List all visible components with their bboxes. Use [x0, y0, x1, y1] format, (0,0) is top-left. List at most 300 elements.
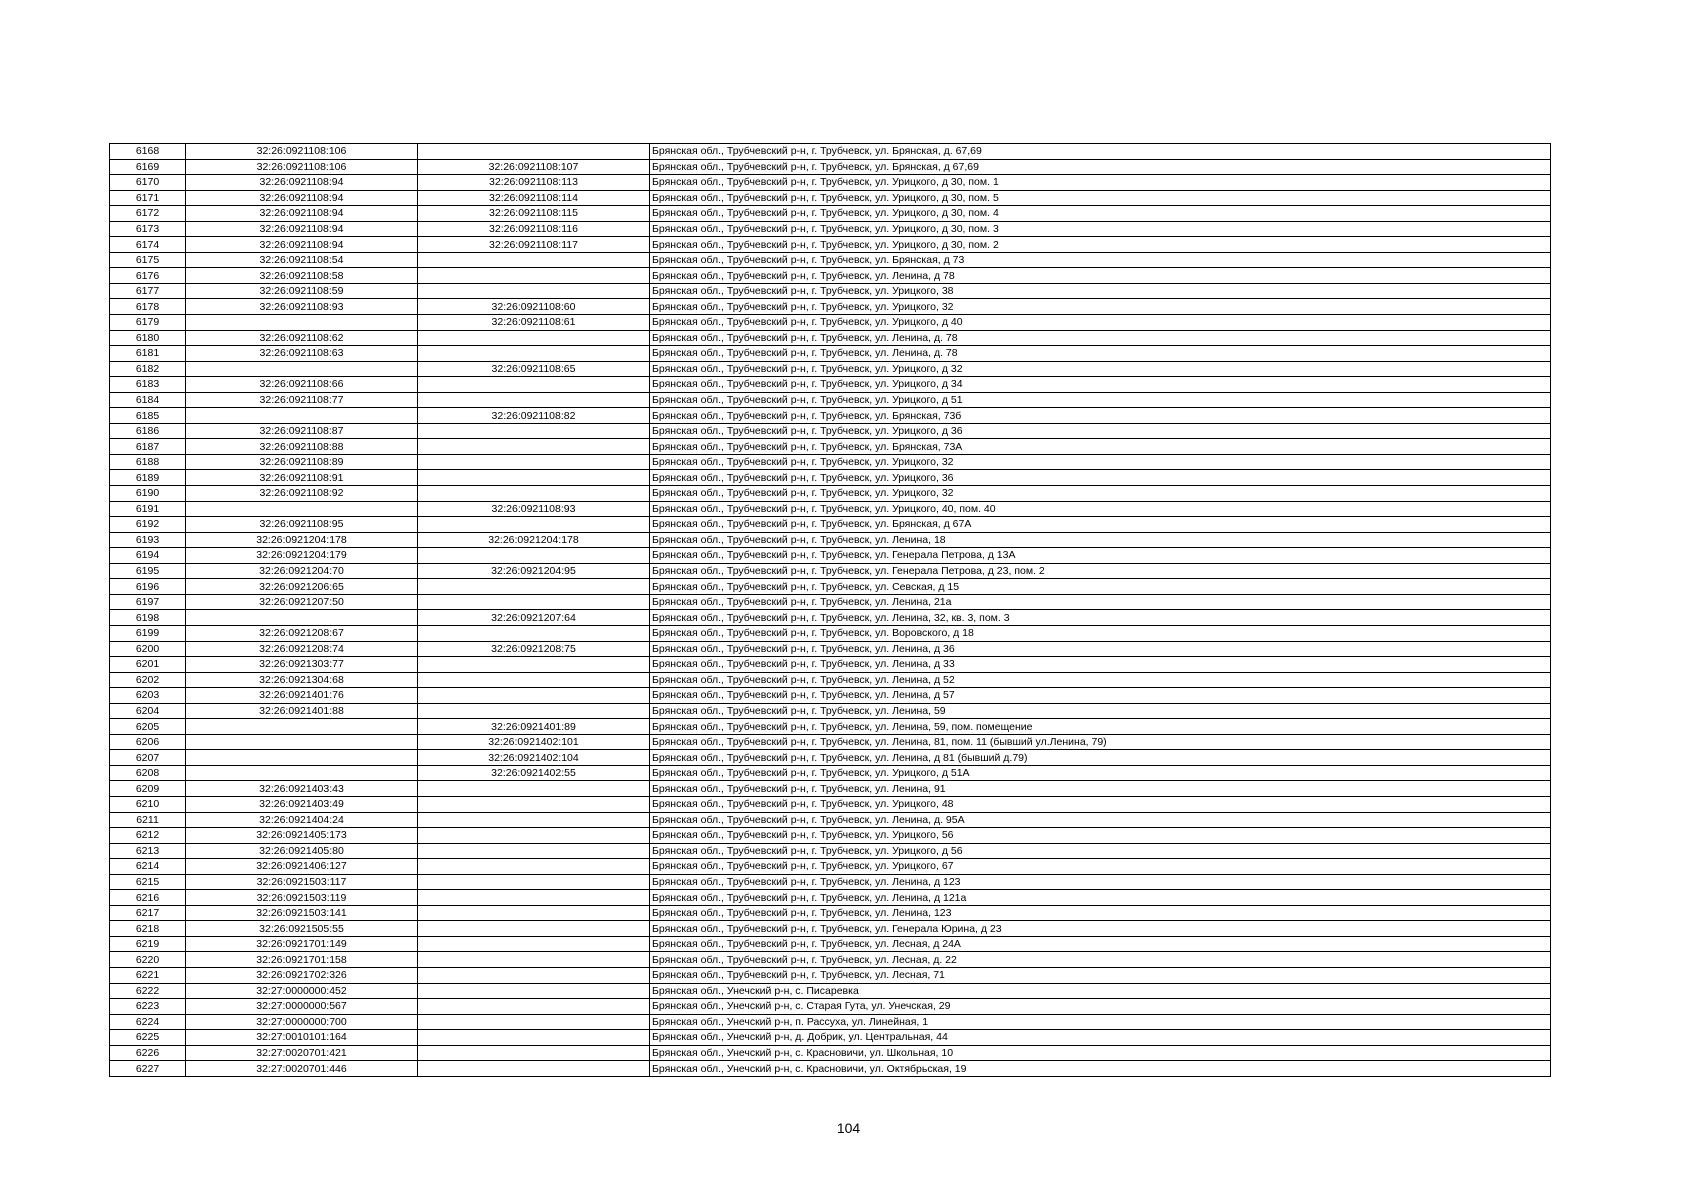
- cadastral-number-cell: 32:27:0000000:567: [186, 999, 418, 1015]
- table-row: [110, 579, 1551, 595]
- cadastral-number-cell: 32:26:0921108:63: [186, 346, 418, 362]
- row-number-cell: 6222: [110, 983, 186, 999]
- related-cadastral-number-cell: 32:26:0921402:101: [418, 734, 650, 750]
- cadastral-number-cell: 32:26:0921108:94: [186, 221, 418, 237]
- row-number-cell: 6190: [110, 486, 186, 502]
- address-cell: Брянская обл., Трубчевский р-н, г. Трубчевск, ул. Брянская, д 67А: [650, 517, 1551, 533]
- address-cell: Брянская обл., Унечский р-н, с. Писаревка: [650, 983, 1551, 999]
- related-cadastral-number-cell: 32:26:0921108:61: [418, 315, 650, 331]
- cadastral-number-cell: 32:26:0921403:43: [186, 781, 418, 797]
- related-cadastral-number-cell: 32:26:0921402:55: [418, 765, 650, 781]
- address-cell: Брянская обл., Трубчевский р-н, г. Трубчевск, ул. Урицкого, д 56: [650, 843, 1551, 859]
- cadastral-number-cell: 32:26:0921405:80: [186, 843, 418, 859]
- cadastral-number-cell: [186, 315, 418, 331]
- related-cadastral-number-cell: [418, 594, 650, 610]
- table-row: [110, 703, 1551, 719]
- cadastral-number-cell: [186, 501, 418, 517]
- row-number-cell: 6221: [110, 967, 186, 983]
- row-number-cell: 6196: [110, 579, 186, 595]
- table-row: [110, 905, 1551, 921]
- table-row: [110, 672, 1551, 688]
- table-row: [110, 439, 1551, 455]
- related-cadastral-number-cell: [418, 470, 650, 486]
- address-cell: Брянская обл., Трубчевский р-н, г. Трубчевск, ул. Урицкого, д 30, пом. 3: [650, 221, 1551, 237]
- address-cell: Брянская обл., Трубчевский р-н, г. Трубчевск, ул. Генерала Петрова, д 23, пом. 2: [650, 563, 1551, 579]
- related-cadastral-number-cell: [418, 1030, 650, 1046]
- row-number-cell: 6173: [110, 221, 186, 237]
- address-cell: Брянская обл., Трубчевский р-н, г. Трубчевск, ул. Лесная, 71: [650, 967, 1551, 983]
- cadastral-number-cell: 32:27:0010101:164: [186, 1030, 418, 1046]
- table-row: [110, 221, 1551, 237]
- address-cell: Брянская обл., Трубчевский р-н, г. Трубчевск, ул. Урицкого, д 30, пом. 1: [650, 175, 1551, 191]
- cadastral-number-cell: 32:26:0921108:54: [186, 252, 418, 268]
- row-number-cell: 6189: [110, 470, 186, 486]
- row-number-cell: 6219: [110, 936, 186, 952]
- address-cell: Брянская обл., Трубчевский р-н, г. Трубчевск, ул. Воровского, д 18: [650, 625, 1551, 641]
- address-cell: Брянская обл., Трубчевский р-н, г. Трубчевск, ул. Ленина, д. 95А: [650, 812, 1551, 828]
- row-number-cell: 6175: [110, 252, 186, 268]
- related-cadastral-number-cell: [418, 874, 650, 890]
- cadastral-number-cell: 32:26:0921108:106: [186, 144, 418, 160]
- related-cadastral-number-cell: [418, 657, 650, 673]
- cadastral-number-cell: 32:27:0000000:452: [186, 983, 418, 999]
- address-cell: Брянская обл., Трубчевский р-н, г. Трубчевск, ул. Урицкого, д 32: [650, 361, 1551, 377]
- cadastral-number-cell: 32:26:0921108:89: [186, 454, 418, 470]
- address-cell: Брянская обл., Трубчевский р-н, г. Трубчевск, ул. Ленина, д 121а: [650, 890, 1551, 906]
- cadastral-number-cell: 32:26:0921108:62: [186, 330, 418, 346]
- related-cadastral-number-cell: [418, 377, 650, 393]
- address-cell: Брянская обл., Трубчевский р-н, г. Трубчевск, ул. Ленина, 59, пом. помещение: [650, 719, 1551, 735]
- row-number-cell: 6172: [110, 206, 186, 222]
- address-cell: Брянская обл., Трубчевский р-н, г. Трубчевск, ул. Ленина, д 57: [650, 688, 1551, 704]
- table-row: [110, 237, 1551, 253]
- address-cell: Брянская обл., Трубчевский р-н, г. Трубчевск, ул. Ленина, 21а: [650, 594, 1551, 610]
- table-row: [110, 361, 1551, 377]
- related-cadastral-number-cell: [418, 252, 650, 268]
- address-cell: Брянская обл., Трубчевский р-н, г. Трубчевск, ул. Брянская, 73б: [650, 408, 1551, 424]
- row-number-cell: 6177: [110, 283, 186, 299]
- table-row: [110, 532, 1551, 548]
- cadastral-number-cell: 32:26:0921108:94: [186, 190, 418, 206]
- cadastral-number-cell: 32:26:0921401:76: [186, 688, 418, 704]
- address-cell: Брянская обл., Унечский р-н, д. Добрик, ул. Центральная, 44: [650, 1030, 1551, 1046]
- row-number-cell: 6187: [110, 439, 186, 455]
- row-number-cell: 6198: [110, 610, 186, 626]
- row-number-cell: 6185: [110, 408, 186, 424]
- cadastral-number-cell: [186, 719, 418, 735]
- related-cadastral-number-cell: [418, 1061, 650, 1077]
- related-cadastral-number-cell: [418, 346, 650, 362]
- address-cell: Брянская обл., Трубчевский р-н, г. Трубчевск, ул. Урицкого, д 30, пом. 2: [650, 237, 1551, 253]
- address-cell: Брянская обл., Трубчевский р-н, г. Трубчевск, ул. Генерала Юрина, д 23: [650, 921, 1551, 937]
- row-number-cell: 6204: [110, 703, 186, 719]
- related-cadastral-number-cell: 32:26:0921204:178: [418, 532, 650, 548]
- table-row: [110, 890, 1551, 906]
- cadastral-number-cell: [186, 408, 418, 424]
- address-cell: Брянская обл., Трубчевский р-н, г. Трубчевск, ул. Урицкого, 36: [650, 470, 1551, 486]
- address-cell: Брянская обл., Трубчевский р-н, г. Трубчевск, ул. Севская, д 15: [650, 579, 1551, 595]
- related-cadastral-number-cell: 32:26:0921108:115: [418, 206, 650, 222]
- cadastral-number-cell: 32:26:0921204:70: [186, 563, 418, 579]
- cadastral-number-cell: 32:26:0921208:67: [186, 625, 418, 641]
- table-row: [110, 423, 1551, 439]
- related-cadastral-number-cell: [418, 439, 650, 455]
- table-row: [110, 610, 1551, 626]
- table-row: [110, 796, 1551, 812]
- related-cadastral-number-cell: [418, 921, 650, 937]
- related-cadastral-number-cell: 32:26:0921402:104: [418, 750, 650, 766]
- address-cell: Брянская обл., Трубчевский р-н, г. Трубчевск, ул. Ленина, 59: [650, 703, 1551, 719]
- row-number-cell: 6170: [110, 175, 186, 191]
- address-cell: Брянская обл., Трубчевский р-н, г. Трубчевск, ул. Урицкого, 32: [650, 299, 1551, 315]
- related-cadastral-number-cell: 32:26:0921401:89: [418, 719, 650, 735]
- row-number-cell: 6203: [110, 688, 186, 704]
- table-row: [110, 936, 1551, 952]
- address-cell: Брянская обл., Трубчевский р-н, г. Трубчевск, ул. Ленина, 32, кв. 3, пом. 3: [650, 610, 1551, 626]
- related-cadastral-number-cell: [418, 703, 650, 719]
- row-number-cell: 6179: [110, 315, 186, 331]
- table-row: [110, 206, 1551, 222]
- cadastral-number-cell: 32:26:0921401:88: [186, 703, 418, 719]
- cadastral-number-cell: 32:26:0921406:127: [186, 859, 418, 875]
- address-cell: Брянская обл., Трубчевский р-н, г. Трубчевск, ул. Брянская, д 67,69: [650, 159, 1551, 175]
- related-cadastral-number-cell: [418, 983, 650, 999]
- related-cadastral-number-cell: [418, 688, 650, 704]
- related-cadastral-number-cell: [418, 890, 650, 906]
- row-number-cell: 6209: [110, 781, 186, 797]
- address-cell: Брянская обл., Трубчевский р-н, г. Трубчевск, ул. Брянская, д. 67,69: [650, 144, 1551, 160]
- related-cadastral-number-cell: 32:26:0921108:82: [418, 408, 650, 424]
- table-row: [110, 408, 1551, 424]
- address-cell: Брянская обл., Трубчевский р-н, г. Трубчевск, ул. Урицкого, 40, пом. 40: [650, 501, 1551, 517]
- related-cadastral-number-cell: 32:26:0921204:95: [418, 563, 650, 579]
- table-row: [110, 252, 1551, 268]
- table-row: [110, 563, 1551, 579]
- address-cell: Брянская обл., Унечский р-н, п. Рассуха, ул. Линейная, 1: [650, 1014, 1551, 1030]
- row-number-cell: 6224: [110, 1014, 186, 1030]
- cadastral-number-cell: 32:26:0921701:149: [186, 936, 418, 952]
- related-cadastral-number-cell: [418, 828, 650, 844]
- address-cell: Брянская обл., Трубчевский р-н, г. Трубчевск, ул. Урицкого, д 40: [650, 315, 1551, 331]
- row-number-cell: 6188: [110, 454, 186, 470]
- row-number-cell: 6220: [110, 952, 186, 968]
- table-row: [110, 1014, 1551, 1030]
- page-number: 104: [836, 1120, 861, 1136]
- row-number-cell: 6168: [110, 144, 186, 160]
- cadastral-number-cell: 32:26:0921403:49: [186, 796, 418, 812]
- cadastral-number-cell: [186, 734, 418, 750]
- related-cadastral-number-cell: 32:26:0921108:113: [418, 175, 650, 191]
- related-cadastral-number-cell: [418, 936, 650, 952]
- table-row: [110, 781, 1551, 797]
- table-row: [110, 315, 1551, 331]
- row-number-cell: 6218: [110, 921, 186, 937]
- table-row: [110, 765, 1551, 781]
- cadastral-number-cell: 32:26:0921108:77: [186, 392, 418, 408]
- address-cell: Брянская обл., Трубчевский р-н, г. Трубчевск, ул. Урицкого, 32: [650, 454, 1551, 470]
- table-row: [110, 750, 1551, 766]
- row-number-cell: 6223: [110, 999, 186, 1015]
- table-row: [110, 657, 1551, 673]
- cadastral-number-cell: 32:26:0921701:158: [186, 952, 418, 968]
- address-cell: Брянская обл., Трубчевский р-н, г. Трубчевск, ул. Ленина, д 78: [650, 268, 1551, 284]
- address-cell: Брянская обл., Трубчевский р-н, г. Трубчевск, ул. Урицкого, д 30, пом. 4: [650, 206, 1551, 222]
- address-cell: Брянская обл., Трубчевский р-н, г. Трубчевск, ул. Урицкого, 38: [650, 283, 1551, 299]
- row-number-cell: 6212: [110, 828, 186, 844]
- related-cadastral-number-cell: 32:26:0921207:64: [418, 610, 650, 626]
- related-cadastral-number-cell: [418, 579, 650, 595]
- address-cell: Брянская обл., Трубчевский р-н, г. Трубчевск, ул. Урицкого, 67: [650, 859, 1551, 875]
- cadastral-number-cell: [186, 750, 418, 766]
- cadastral-number-cell: 32:26:0921503:117: [186, 874, 418, 890]
- row-number-cell: 6216: [110, 890, 186, 906]
- row-number-cell: 6174: [110, 237, 186, 253]
- row-number-cell: 6214: [110, 859, 186, 875]
- cadastral-number-cell: 32:26:0921206:65: [186, 579, 418, 595]
- table-row: [110, 377, 1551, 393]
- cadastral-number-cell: 32:26:0921108:92: [186, 486, 418, 502]
- address-cell: Брянская обл., Трубчевский р-н, г. Трубчевск, ул. Брянская, 73А: [650, 439, 1551, 455]
- related-cadastral-number-cell: [418, 392, 650, 408]
- table-row: [110, 952, 1551, 968]
- table-row: [110, 594, 1551, 610]
- cadastral-number-cell: 32:26:0921108:94: [186, 206, 418, 222]
- related-cadastral-number-cell: 32:26:0921108:107: [418, 159, 650, 175]
- table-row: [110, 828, 1551, 844]
- table-row: [110, 812, 1551, 828]
- row-number-cell: 6182: [110, 361, 186, 377]
- related-cadastral-number-cell: 32:26:0921208:75: [418, 641, 650, 657]
- address-cell: Брянская обл., Трубчевский р-н, г. Трубчевск, ул. Ленина, 81, пом. 11 (бывший ул.Ленина, 79): [650, 734, 1551, 750]
- related-cadastral-number-cell: [418, 952, 650, 968]
- cadastral-number-cell: 32:26:0921702:326: [186, 967, 418, 983]
- related-cadastral-number-cell: 32:26:0921108:93: [418, 501, 650, 517]
- table-row: [110, 299, 1551, 315]
- address-cell: Брянская обл., Трубчевский р-н, г. Трубчевск, ул. Урицкого, 48: [650, 796, 1551, 812]
- cadastral-number-cell: 32:27:0000000:700: [186, 1014, 418, 1030]
- table-row: [110, 921, 1551, 937]
- address-cell: Брянская обл., Трубчевский р-н, г. Трубчевск, ул. Ленина, д. 78: [650, 330, 1551, 346]
- cadastral-number-cell: 32:26:0921405:173: [186, 828, 418, 844]
- row-number-cell: 6186: [110, 423, 186, 439]
- table-row: [110, 330, 1551, 346]
- row-number-cell: 6226: [110, 1045, 186, 1061]
- row-number-cell: 6193: [110, 532, 186, 548]
- related-cadastral-number-cell: 32:26:0921108:65: [418, 361, 650, 377]
- related-cadastral-number-cell: [418, 330, 650, 346]
- related-cadastral-number-cell: [418, 625, 650, 641]
- related-cadastral-number-cell: [418, 781, 650, 797]
- cadastral-number-cell: 32:26:0921108:66: [186, 377, 418, 393]
- table-row: [110, 283, 1551, 299]
- row-number-cell: 6171: [110, 190, 186, 206]
- cadastral-number-cell: 32:26:0921108:58: [186, 268, 418, 284]
- registry-table: [109, 143, 1551, 1077]
- address-cell: Брянская обл., Трубчевский р-н, г. Трубчевск, ул. Ленина, д 81 (бывший д.79): [650, 750, 1551, 766]
- row-number-cell: 6202: [110, 672, 186, 688]
- row-number-cell: 6191: [110, 501, 186, 517]
- table-row: [110, 688, 1551, 704]
- table-row: [110, 719, 1551, 735]
- address-cell: Брянская обл., Унечский р-н, с. Красновичи, ул. Октябрьская, 19: [650, 1061, 1551, 1077]
- row-number-cell: 6225: [110, 1030, 186, 1046]
- row-number-cell: 6210: [110, 796, 186, 812]
- cadastral-number-cell: [186, 765, 418, 781]
- related-cadastral-number-cell: [418, 796, 650, 812]
- related-cadastral-number-cell: [418, 967, 650, 983]
- address-cell: Брянская обл., Трубчевский р-н, г. Трубчевск, ул. Урицкого, д 51А: [650, 765, 1551, 781]
- row-number-cell: 6195: [110, 563, 186, 579]
- row-number-cell: 6201: [110, 657, 186, 673]
- table-row: [110, 175, 1551, 191]
- related-cadastral-number-cell: [418, 905, 650, 921]
- related-cadastral-number-cell: [418, 843, 650, 859]
- cadastral-number-cell: 32:26:0921303:77: [186, 657, 418, 673]
- table-row: [110, 999, 1551, 1015]
- row-number-cell: 6208: [110, 765, 186, 781]
- row-number-cell: 6213: [110, 843, 186, 859]
- table-row: [110, 983, 1551, 999]
- row-number-cell: 6197: [110, 594, 186, 610]
- cadastral-number-cell: 32:26:0921503:141: [186, 905, 418, 921]
- table-row: [110, 486, 1551, 502]
- related-cadastral-number-cell: 32:26:0921108:117: [418, 237, 650, 253]
- row-number-cell: 6180: [110, 330, 186, 346]
- cadastral-number-cell: 32:26:0921108:91: [186, 470, 418, 486]
- address-cell: Брянская обл., Трубчевский р-н, г. Трубчевск, ул. Лесная, д 24А: [650, 936, 1551, 952]
- cadastral-number-cell: [186, 610, 418, 626]
- registry-table-body: [110, 144, 1551, 1077]
- address-cell: Брянская обл., Трубчевский р-н, г. Трубчевск, ул. Урицкого, д 51: [650, 392, 1551, 408]
- cadastral-number-cell: 32:26:0921108:95: [186, 517, 418, 533]
- row-number-cell: 6169: [110, 159, 186, 175]
- address-cell: Брянская обл., Трубчевский р-н, г. Трубчевск, ул. Брянская, д 73: [650, 252, 1551, 268]
- table-row: [110, 548, 1551, 564]
- address-cell: Брянская обл., Трубчевский р-н, г. Трубчевск, ул. Ленина, д. 78: [650, 346, 1551, 362]
- cadastral-number-cell: 32:26:0921108:94: [186, 237, 418, 253]
- related-cadastral-number-cell: [418, 999, 650, 1015]
- address-cell: Брянская обл., Трубчевский р-н, г. Трубчевск, ул. Ленина, 123: [650, 905, 1551, 921]
- row-number-cell: 6206: [110, 734, 186, 750]
- cadastral-number-cell: 32:26:0921108:87: [186, 423, 418, 439]
- related-cadastral-number-cell: [418, 812, 650, 828]
- table-row: [110, 625, 1551, 641]
- row-number-cell: 6205: [110, 719, 186, 735]
- related-cadastral-number-cell: [418, 1045, 650, 1061]
- row-number-cell: 6227: [110, 1061, 186, 1077]
- address-cell: Брянская обл., Трубчевский р-н, г. Трубчевск, ул. Урицкого, д 34: [650, 377, 1551, 393]
- related-cadastral-number-cell: [418, 454, 650, 470]
- table-row: [110, 190, 1551, 206]
- related-cadastral-number-cell: 32:26:0921108:116: [418, 221, 650, 237]
- table-row: [110, 268, 1551, 284]
- cadastral-number-cell: 32:26:0921204:178: [186, 532, 418, 548]
- row-number-cell: 6192: [110, 517, 186, 533]
- row-number-cell: 6194: [110, 548, 186, 564]
- row-number-cell: 6183: [110, 377, 186, 393]
- table-row: [110, 1061, 1551, 1077]
- related-cadastral-number-cell: [418, 486, 650, 502]
- table-row: [110, 843, 1551, 859]
- cadastral-number-cell: 32:26:0921108:93: [186, 299, 418, 315]
- address-cell: Брянская обл., Трубчевский р-н, г. Трубчевск, ул. Ленина, д 36: [650, 641, 1551, 657]
- cadastral-number-cell: 32:27:0020701:446: [186, 1061, 418, 1077]
- cadastral-number-cell: 32:26:0921304:68: [186, 672, 418, 688]
- row-number-cell: 6207: [110, 750, 186, 766]
- table-row: [110, 517, 1551, 533]
- address-cell: Брянская обл., Унечский р-н, с. Красновичи, ул. Школьная, 10: [650, 1045, 1551, 1061]
- table-row: [110, 501, 1551, 517]
- address-cell: Брянская обл., Трубчевский р-н, г. Трубчевск, ул. Ленина, д 33: [650, 657, 1551, 673]
- table-row: [110, 392, 1551, 408]
- table-row: [110, 1030, 1551, 1046]
- address-cell: Брянская обл., Унечский р-н, с. Старая Гута, ул. Унечская, 29: [650, 999, 1551, 1015]
- address-cell: Брянская обл., Трубчевский р-н, г. Трубчевск, ул. Ленина, д 123: [650, 874, 1551, 890]
- address-cell: Брянская обл., Трубчевский р-н, г. Трубчевск, ул. Ленина, 91: [650, 781, 1551, 797]
- cadastral-number-cell: 32:26:0921404:24: [186, 812, 418, 828]
- table-row: [110, 859, 1551, 875]
- table-row: [110, 874, 1551, 890]
- related-cadastral-number-cell: [418, 517, 650, 533]
- row-number-cell: 6181: [110, 346, 186, 362]
- table-row: [110, 641, 1551, 657]
- row-number-cell: 6200: [110, 641, 186, 657]
- related-cadastral-number-cell: [418, 144, 650, 160]
- cadastral-number-cell: 32:27:0020701:421: [186, 1045, 418, 1061]
- cadastral-number-cell: 32:26:0921108:88: [186, 439, 418, 455]
- related-cadastral-number-cell: [418, 548, 650, 564]
- row-number-cell: 6215: [110, 874, 186, 890]
- table-row: [110, 1045, 1551, 1061]
- address-cell: Брянская обл., Трубчевский р-н, г. Трубчевск, ул. Ленина, 18: [650, 532, 1551, 548]
- table-row: [110, 470, 1551, 486]
- cadastral-number-cell: 32:26:0921505:55: [186, 921, 418, 937]
- row-number-cell: 6199: [110, 625, 186, 641]
- related-cadastral-number-cell: 32:26:0921108:60: [418, 299, 650, 315]
- cadastral-number-cell: 32:26:0921204:179: [186, 548, 418, 564]
- address-cell: Брянская обл., Трубчевский р-н, г. Трубчевск, ул. Урицкого, 56: [650, 828, 1551, 844]
- table-row: [110, 967, 1551, 983]
- address-cell: Брянская обл., Трубчевский р-н, г. Трубчевск, ул. Урицкого, д 36: [650, 423, 1551, 439]
- table-row: [110, 734, 1551, 750]
- table-row: [110, 144, 1551, 160]
- row-number-cell: 6184: [110, 392, 186, 408]
- related-cadastral-number-cell: [418, 859, 650, 875]
- cadastral-number-cell: 32:26:0921503:119: [186, 890, 418, 906]
- related-cadastral-number-cell: [418, 672, 650, 688]
- cadastral-number-cell: 32:26:0921108:59: [186, 283, 418, 299]
- table-row: [110, 346, 1551, 362]
- address-cell: Брянская обл., Трубчевский р-н, г. Трубчевск, ул. Ленина, д 52: [650, 672, 1551, 688]
- related-cadastral-number-cell: [418, 1014, 650, 1030]
- row-number-cell: 6176: [110, 268, 186, 284]
- table-row: [110, 454, 1551, 470]
- cadastral-number-cell: 32:26:0921207:50: [186, 594, 418, 610]
- related-cadastral-number-cell: [418, 268, 650, 284]
- related-cadastral-number-cell: [418, 283, 650, 299]
- cadastral-number-cell: 32:26:0921108:94: [186, 175, 418, 191]
- related-cadastral-number-cell: 32:26:0921108:114: [418, 190, 650, 206]
- address-cell: Брянская обл., Трубчевский р-н, г. Трубчевск, ул. Урицкого, 32: [650, 486, 1551, 502]
- address-cell: Брянская обл., Трубчевский р-н, г. Трубчевск, ул. Урицкого, д 30, пом. 5: [650, 190, 1551, 206]
- address-cell: Брянская обл., Трубчевский р-н, г. Трубчевск, ул. Лесная, д. 22: [650, 952, 1551, 968]
- address-cell: Брянская обл., Трубчевский р-н, г. Трубчевск, ул. Генерала Петрова, д 13А: [650, 548, 1551, 564]
- cadastral-number-cell: [186, 361, 418, 377]
- row-number-cell: 6178: [110, 299, 186, 315]
- row-number-cell: 6211: [110, 812, 186, 828]
- row-number-cell: 6217: [110, 905, 186, 921]
- cadastral-number-cell: 32:26:0921208:74: [186, 641, 418, 657]
